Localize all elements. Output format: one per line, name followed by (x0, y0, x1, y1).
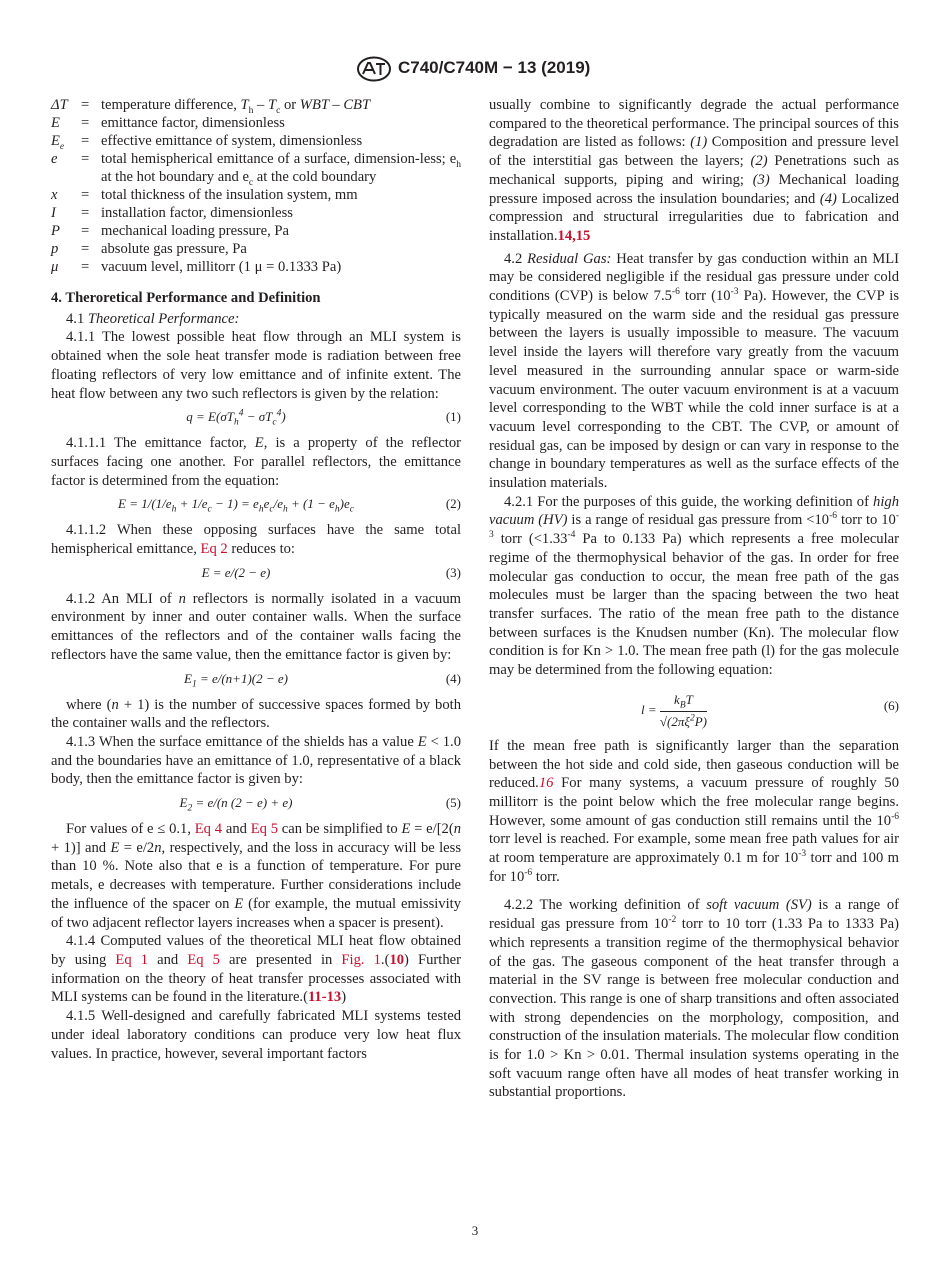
symbol-item: E = emittance factor, dimensionless (51, 115, 285, 131)
symbol-item: P = mechanical loading pressure, Pa (51, 223, 290, 239)
equation-1-link[interactable]: Eq 1 (115, 951, 149, 968)
equation-4-link[interactable]: Eq 4 (194, 821, 223, 838)
paragraph-4-2-2: 4.2.2 The working definition of soft vacuum (SV) is a range of residual gas pressure from $10^{-2}$ torr to 10 torr (1.33 Pa to 1333 Pa) which represents a transition regime of the thermophysical behavior of the gas. The gaseous component of the heat transfer through a material in the SV range is between free molecular conduction and convection. This range is one of sharp transitions and often associated with strong dependencies on the morphology, composition, and construction of the insulation materials. The molecular flow condition is for 1.0 > Kn > 0.01. Thermal insulation systems operating in the soft vacuum range often have all modes of heat transfer working in substantial proportions. (489, 897, 900, 1101)
symbol-item: $E_e$ = effective emittance of system, dimensionless (51, 133, 363, 152)
paragraph-4-1: 4.1 Theoretical Performance: (66, 310, 240, 327)
right-column (489, 96, 899, 1102)
equation-number: (3) (445, 564, 461, 580)
paragraph-mean-free-path: If the mean free path is significantly larger than the separation between the hot side and cold side, then gaseous conduction will be reduced.16 For many systems, a vacuum pressure of roughly 50 millitorr is the point below which the free molecular range begins. However, some amount of gas conduction still remains until the $10^{-6}$ torr level is reached. For example, some mean free path values for air at room temperature are approximately 0.1 m for $10^{-3}$ torr and 100 m for $10^{-6}$ torr. (489, 737, 899, 885)
equation-5-formula: $E_2 = e/(n$ (2 − e) + e) (179, 795, 293, 814)
symbol-item: x = total thickness of the insulation system, mm (51, 187, 358, 203)
page-number: 3 (471, 1223, 479, 1238)
equation-number: (2) (445, 496, 461, 512)
equation-number: (5) (445, 795, 461, 811)
symbol-item: p = absolute gas pressure, Pa (51, 241, 247, 257)
page-header (0, 55, 950, 85)
paragraph-4-1-5: 4.1.5 Well-designed and carefully fabricated MLI systems tested under ideal laboratory conditions can produce very low heat flux values. In practice, however, several important factors (51, 1008, 461, 1062)
paragraph-4-2: 4.2 Residual Gas: Heat transfer by gas conduction within an MLI may be considered negligible if the residual gas pressure under cold conditions (CVP) is below $7.5^{-6}$ torr ($10^{-3}$ Pa). However, the CVP is typically measured on the warm side and the residual gas pressure between the layers is usually impossible to measure. The vacuum level inside the layers will therefore vary greatly from the vacuum level measured in the surrounding annular space or warm-side vacuum environment. The outer vacuum environment is at a vacuum level corresponding to the WBT while the cold inner surface is at a vacuum level corresponding to the CBT. The CVP, or amount of residual gas, can be imposed by design or can vary in response to the change in boundary temperatures as well as the surface effects of the insulation materials. (489, 250, 899, 492)
reference-16-link[interactable]: 16 (538, 775, 554, 792)
astm-logo-icon (356, 56, 392, 82)
equation-1-formula: $q = E(\sigma T_h^4 - \sigma T_c^4)$ (186, 408, 286, 428)
left-column (51, 96, 461, 1063)
paragraph-4-1-1: 4.1.1 The lowest possible heat flow through an MLI system is obtained when the sole heat transfer mode is radiation between free floating reflectors of very low emittance and of infinite extent. The heat flow between any two such reflectors is given by the relation: (51, 329, 461, 402)
equation-4-formula: $E_1 = e/(n+1)(2 - e)$ (184, 670, 288, 690)
paragraph-4-2-1: 4.2.1 For the purposes of this guide, the working definition of high vacuum (HV) is a range of residual gas pressure from $<10^{-6}$ torr to $10^{-3}$ torr ($<1.33^{-4}$ Pa to 0.133 Pa) which represents a free molecular regime of the thermophysical behavior of the gas. In order for free molecular gas conduction to occur, the mean free path of the gas molecules must be larger than the spacing between the two heat transfer surfaces. The ratio of the mean free path to the distance between surfaces is the Knudsen number (Kn). The molecular flow condition is for Kn > 1.0. The mean free path (l) for the gas molecule may be determined from the following equation: (489, 493, 899, 679)
paragraph-continuation: usually combine to significantly degrade the actual performance compared to the theoretical performance. The principal sources of this degradation are listed as follows: (1) Composition and pressure level of the interstitial gas between the layers; (2) Penetrations such as mechanical supports, piping and wiring; (3) Mechanical loading pressure imposed across the insulation boundaries; and (4) Localized compression and structural irregularities due to fabrication and installation.14,15 (489, 97, 899, 244)
document-designation: C740/C740M − 13 (2019) (398, 58, 591, 77)
symbol-item: μ = vacuum level, millitorr (1 μ = 0.1333 Pa) (51, 259, 342, 275)
paragraph-where: where (n + 1) is the number of successive spaces formed by both the container walls and the reflectors. (51, 696, 461, 732)
equation-number: (4) (445, 670, 461, 686)
equation-5-link[interactable]: Eq 5 (250, 821, 278, 838)
equation-5 (51, 792, 461, 814)
paragraph-4-1-1-2: 4.1.1.2 When these opposing surfaces have the same total hemispherical emittance, Eq 2 reduces to: (51, 522, 461, 558)
reference-14-15-link[interactable]: 14,15 (557, 227, 591, 244)
symbol-item: ΔT = temperature difference, $T_h - T_c$ or WBT – CBT (51, 97, 371, 116)
equation-1 (51, 406, 461, 428)
equation-6-formula: l = $\frac{k_BT}{√(2\pi\xi^2P)}$ (641, 691, 707, 729)
paragraph-4-1-1-1: 4.1.1.1 The emittance factor, E, is a property of the reflector surfaces facing one another. For parallel reflectors, the emittance factor is determined from the equation: (51, 435, 462, 489)
equation-2-link[interactable]: Eq 2 (200, 541, 228, 558)
reference-11-13-link[interactable]: 11-13 (307, 989, 342, 1006)
equation-5-link[interactable]: Eq 5 (187, 951, 220, 968)
paragraph-4-1-2: 4.1.2 An MLI of n reflectors is normally isolated in a vacuum environment by inner and outer container walls. When the surface emittances of the reflectors and of the container walls facing the reflectors have the same value, then the emittance factor is given by: (51, 590, 461, 663)
paragraph-4-1-3: 4.1.3 When the surface emittance of the shields has a value E < 1.0 and the boundaries have an emittance of 1.0, representative of a black body, then the emittance factor is given by: (51, 733, 461, 788)
paragraph-4-1-4: 4.1.4 Computed values of the theoretical MLI heat flow obtained by using Eq 1 and Eq 5 are presented in Fig. 1.(10) Further information on the theory of heat transfer processes associated with MLI systems can be found in the literature.(11-13) (51, 933, 461, 1006)
symbol-list (51, 96, 461, 276)
symbol-item: I = installation factor, dimensionless (51, 205, 293, 221)
equation-number: (1) (445, 409, 461, 425)
equation-4 (51, 668, 461, 690)
symbol-item: e = total hemispherical emittance of a surface, dimension-less; $e_h$ at the hot boundary and $e_c$ at the cold boundary (51, 151, 461, 188)
reference-10-link[interactable]: 10 (389, 951, 405, 968)
figure-1-link[interactable]: Fig. 1 (341, 951, 381, 968)
section-heading: 4. Theroretical Performance and Definition (51, 290, 321, 306)
equation-3 (51, 562, 461, 584)
equation-2 (51, 493, 461, 515)
equation-number: (6) (883, 697, 899, 713)
equation-6 (489, 683, 899, 731)
equation-2-formula: $E = 1/(1/e_h + 1/e_c - 1) = e_he_c/e_h + (1 - e_h)e_c$ (118, 496, 354, 515)
equation-3-formula: E = e/(2 − e) (201, 564, 271, 580)
paragraph-values: For values of e ≤ 0.1, Eq 4 and Eq 5 can be simplified to E = e/[2(n + 1)] and E = e/2n, respectively, and the loss in accuracy will be less than 10 %. Note also that e is a function of temperature. For pure metals, e decreases with temperature. Further considerations include the influence of the spacer on E (for example, the mutual emissivity of two adjacent reflector layers increases when a spacer is present). (51, 821, 462, 931)
